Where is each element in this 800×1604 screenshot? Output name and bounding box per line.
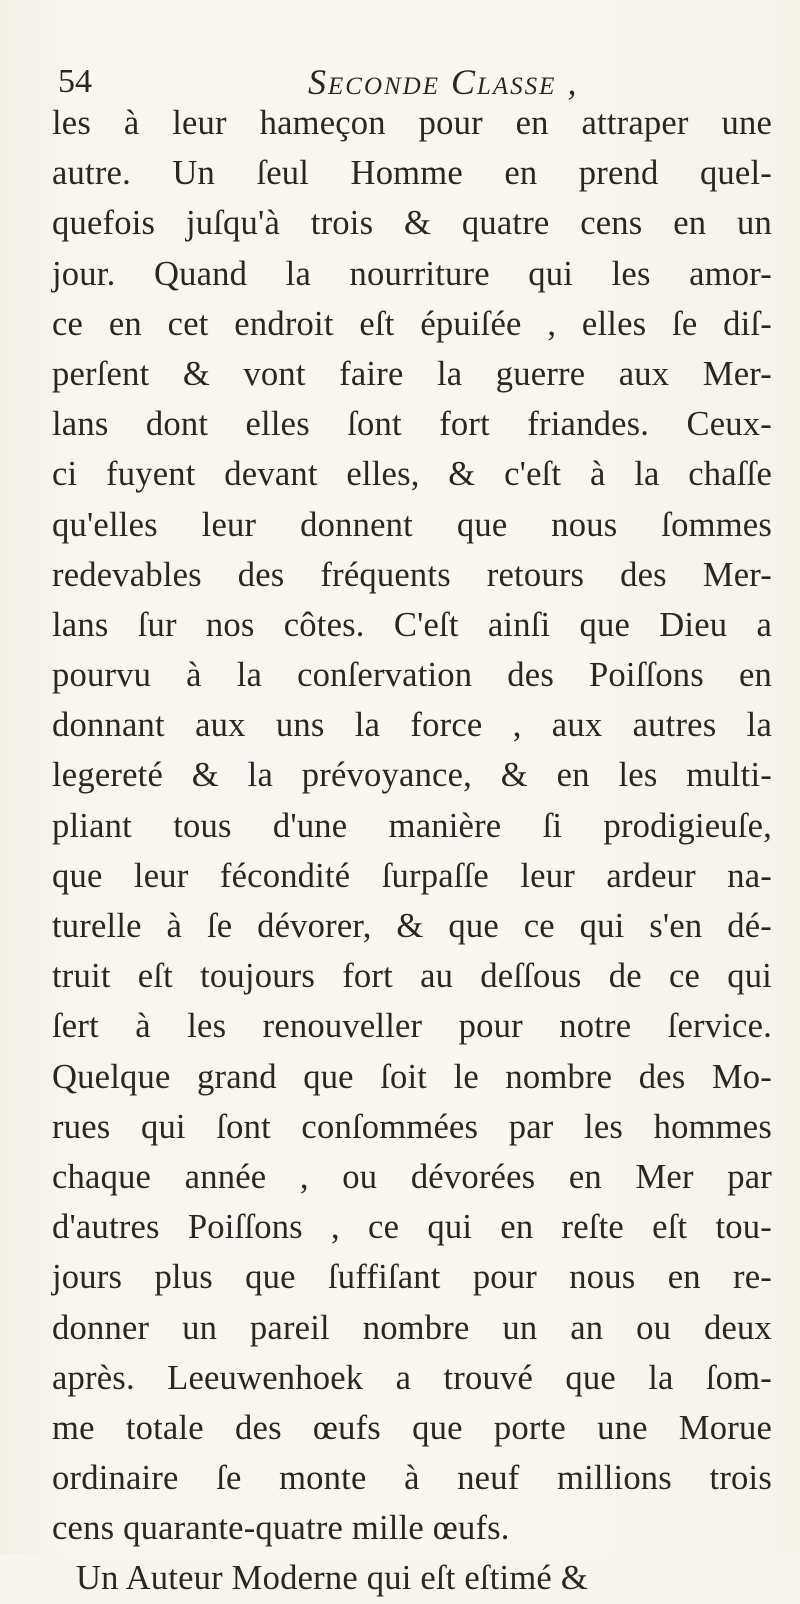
text-line: Un Auteur Moderne qui eſt eſtimé & — [76, 1559, 588, 1598]
text-line: jours plus que ſuffiſant pour nous en re- — [52, 1258, 772, 1297]
text-line: legereté & la prévoyance, & en les multi- — [52, 756, 772, 795]
text-line: ci fuyent devant elles, & c'eſt à la chaſſe — [52, 455, 772, 494]
text-line: après. Leeuwenhoek a trouvé que la ſom- — [52, 1358, 772, 1397]
text-line: d'autres Poiſſons , ce qui en reſte eſt tou- — [52, 1208, 772, 1247]
text-line: redevables des fréquents retours des Mer- — [52, 555, 772, 594]
text-line: turelle à ſe dévorer, & que ce qui s'en dé- — [52, 907, 772, 945]
text-line: rues qui ſont conſommées par les hommes — [52, 1107, 772, 1146]
text-line: ce en cet endroit eſt épuiſée , elles ſe diſ- — [52, 304, 772, 343]
text-line: quefois juſqu'à trois & quatre cens en un — [52, 204, 772, 243]
text-line: ſert à les renouveller pour notre ſervice. — [52, 1007, 772, 1046]
text-line: truit eſt toujours fort au deſſous de ce qui — [52, 957, 772, 996]
text-line: les à leur hameçon pour en attraper une — [52, 104, 772, 142]
text-line: autre. Un ſeul Homme en prend quel- — [52, 154, 772, 193]
text-line: qu'elles leur donnent que nous ſommes — [52, 505, 772, 544]
text-line: jour. Quand la nourriture qui les amor- — [52, 254, 772, 293]
text-line: pourvu à la conſervation des Poiſſons en — [52, 656, 772, 695]
text-line: me totale des œufs que porte une Morue — [52, 1408, 772, 1447]
page-number: 54 — [58, 63, 92, 100]
text-line: ordinaire ſe monte à neuf millions trois — [52, 1459, 772, 1498]
running-head: Seconde Classe , — [308, 62, 579, 102]
body-text — [52, 98, 772, 1604]
text-line: que leur fécondité ſurpaſſe leur ardeur na- — [52, 856, 772, 895]
text-line: lans ſur nos côtes. C'eſt ainſi que Dieu a — [52, 605, 772, 644]
text-line: perſent & vont faire la guerre aux Mer- — [52, 354, 772, 393]
text-line: donner un pareil nombre un an ou deux — [52, 1308, 772, 1347]
text-line: donnant aux uns la force , aux autres la — [52, 706, 772, 745]
text-line: pliant tous d'une manière ſi prodigieuſe, — [52, 806, 772, 845]
text-line: chaque année , ou dévorées en Mer par — [52, 1157, 772, 1196]
text-line: cens quarante-quatre mille œufs. — [52, 1509, 510, 1548]
text-line: Quelque grand que ſoit le nombre des Mo- — [52, 1057, 772, 1096]
text-line: lans dont elles ſont fort friandes. Ceux- — [52, 405, 772, 444]
